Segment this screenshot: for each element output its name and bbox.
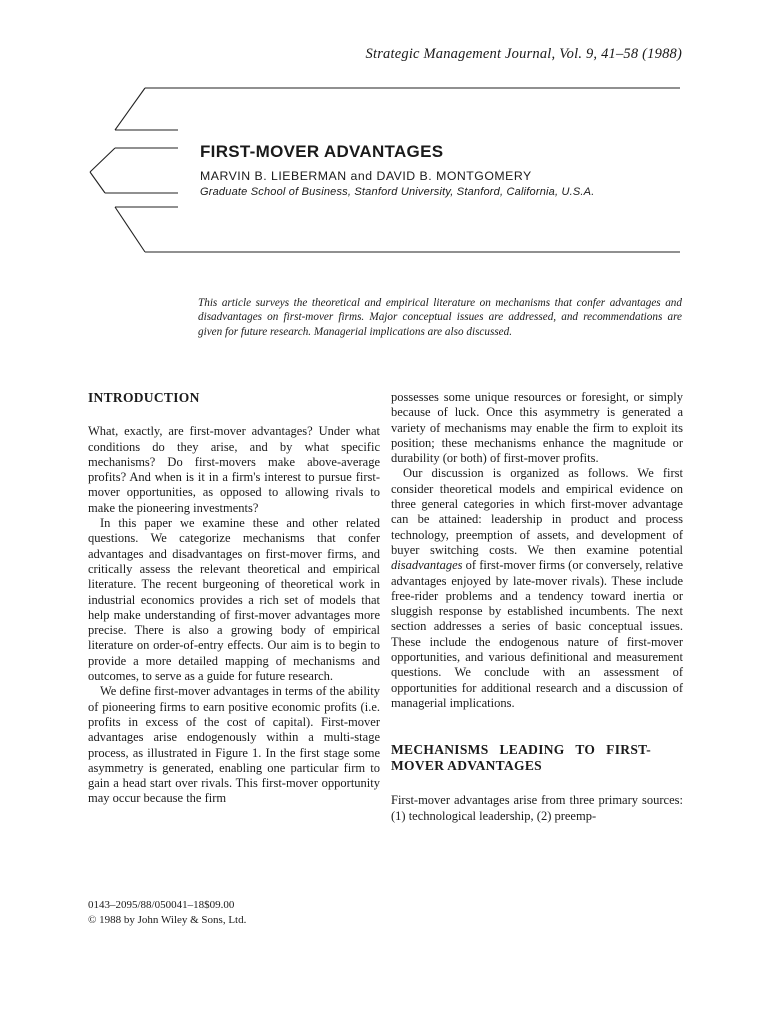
footer (88, 898, 246, 927)
abstract: This article surveys the theoretical and empirical literature on mechanisms that confer advantages and disadvantages on first-mover firms. Major conceptual issues are addressed, and recommendations are given for future research. Managerial implications are also discussed. (198, 297, 682, 338)
right-paragraph-2-emphasis: disadvantages (391, 558, 463, 573)
footer-copyright: © 1988 by John Wiley & Sons, Ltd. (88, 913, 247, 926)
footer-code: 0143–2095/88/050041–18$09.00 (88, 899, 235, 911)
left-column (88, 390, 380, 807)
introduction-heading: INTRODUCTION (88, 390, 200, 405)
author-affiliation: Graduate School of Business, Stanford University, Stanford, California, U.S.A. (200, 186, 595, 198)
mechanisms-paragraph-1: First-mover advantages arise from three primary sources: (1) technological leadership, (2) preemp- (391, 793, 683, 823)
article-authors: MARVIN B. LIEBERMAN and DAVID B. MONTGOMERY (200, 169, 532, 183)
intro-paragraph-1: What, exactly, are first-mover advantages? Under what conditions do they arise, and by what specific mechanisms? Do first-movers make above-average profits? And when is it in a firm's interest to pursue first-mover opportunities, as opposed to allowing rivals to make the pioneering investments? (88, 424, 380, 515)
journal-logo-lines (0, 0, 768, 270)
mechanisms-heading: MECHANISMS LEADING TO FIRST-MOVER ADVANTAGES (391, 742, 651, 774)
right-column (391, 390, 683, 824)
intro-paragraph-3: We define first-mover advantages in terms of the ability of pioneering firms to earn positive economic profits (i.e. profits in excess of the cost of capital). First-mover advantages arise endogenously within a multi-stage process, as illustrated in Figure 1. In the first stage some asymmetry is generated, enabling one particular firm to gain a head start over rivals. This first-mover opportunity may occur because the firm (88, 684, 380, 806)
right-paragraph-2-text-a: Our discussion is organized as follows. We first consider theoretical models and empirical evidence on three general categories in which first-mover advantage can be attained: leadership in product and process technology, preemption of assets, and development of buyer switching costs. We then examine potential (391, 466, 683, 557)
journal-citation: Strategic Management Journal, Vol. 9, 41–58 (1988) (365, 46, 682, 62)
article-title: FIRST-MOVER ADVANTAGES (200, 142, 444, 161)
right-paragraph-2-text-b: of first-mover firms (or conversely, relative advantages enjoyed by late-mover rivals). These include free-rider problems and a tendency toward inertia or sluggish response by established incumbents. The next section addresses a series of basic conceptual issues. These include the endogenous nature of first-mover opportunities, and various definitional and measurement questions. We conclude with an assessment of opportunities for additional research and a discussion of managerial implications. (391, 558, 683, 710)
right-paragraph-2 (391, 466, 683, 711)
right-paragraph-1: possesses some unique resources or foresight, or simply because of luck. Once this asymmetry is generated a variety of mechanisms may enable the firm to exploit its position; these mechanisms enhance the magnitude or durability (or both) of first-mover profits. (391, 390, 683, 466)
intro-paragraph-2: In this paper we examine these and other related questions. We categorize mechanisms that confer advantages and disadvantages on first-mover firms, and critically assess the relevant theoretical and empirical literature. The recent burgeoning of theoretical work in industrial economics provides a rich set of models that help make understanding of first-mover advantages more precise. There is also a growing body of empirical literature on order-of-entry effects. Our aim is to begin to provide a more detailed mapping of mechanisms and outcomes, to serve as a guide for future research. (88, 516, 380, 684)
